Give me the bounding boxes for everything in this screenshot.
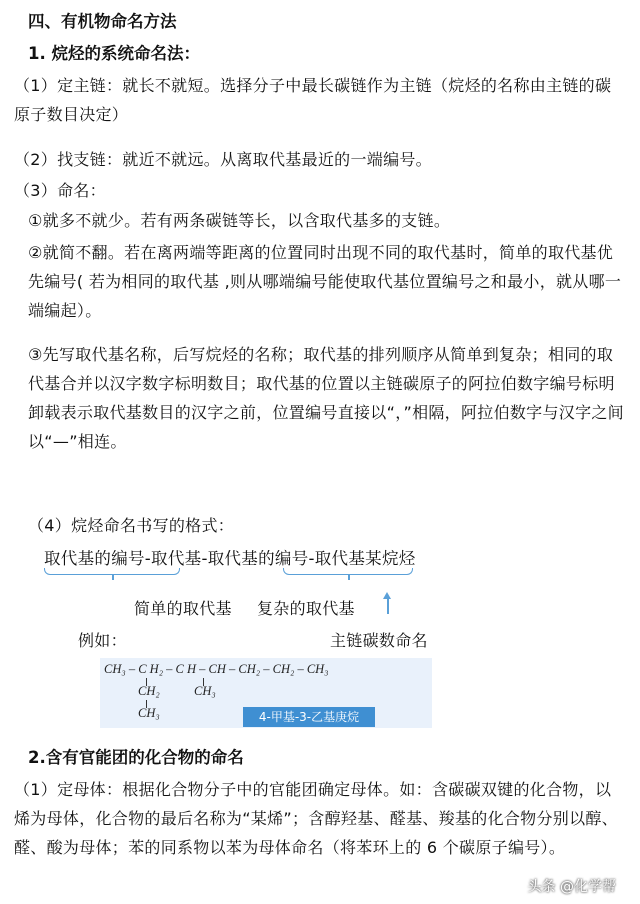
subsection2-title: 2.含有官能团的化合物的命名 [28,748,244,767]
label-example: 例如： [78,631,127,650]
rule-4: （4）烷烃命名书写的格式： [28,516,235,535]
brace-simple [44,568,180,575]
rule-3b: ②就简不翻。若在离两端等距离的位置同时出现不同的取代基时，简单的取代基优先编号( 若为相同的取代基 ,则从哪端编号能使取代基位置编号之和最小，就从哪一端编起）。 [28,243,622,320]
brace-complex [283,568,413,575]
label-main-chain: 主链碳数命名 [330,631,428,650]
section-title: 四、有机物命名方法 [28,12,177,31]
rule-1: （1）定主链：就长不就短。选择分子中最长碳链作为主链（烷烃的名称由主链的碳原子数目决定） [14,76,612,124]
label-simple: 简单的取代基 [134,599,232,618]
rule-3c: ③先写取代基名称，后写烷烃的名称；取代基的排列顺序从简单到复杂；相同的取代基合并以汉字数字标明数目；取代基的位置以主链碳原子的阿拉伯数字编号标明卸载表示取代基数目的汉字之前，位置编号直接以“，”相隔，阿拉伯数字与汉字之间以“—”相连。 [28,345,624,451]
structure-main-chain: CH₃ – C H₂ – C H – CH – CH₂ – CH₂ – CH₃ [104,662,329,676]
rule-3a: ①就多不就少。若有两条碳链等长，以含取代基多的支链。 [28,211,451,230]
structure-branch1b: CH₃ [138,706,160,720]
arrow-main-chain [387,598,389,614]
format-line: 取代基的编号-取代基-取代基的编号-取代基某烷烃 [44,549,416,568]
label-complex: 复杂的取代基 [257,599,355,618]
rule-5: （1）定母体：根据化合物分子中的官能团确定母体。如：含碳碳双键的化合物，以烯为母体，化合物的最后名称为“某烯”；含醇羟基、醛基、羧基的化合物分别以醇、醛、酸为母体；苯的同系物以苯为母体命名（将苯环上的 6 个碳原子编号）。 [14,780,618,857]
rule-3: （3）命名： [14,181,106,200]
rule-2: （2）找支链：就近不就远。从离取代基最近的一端编号。 [14,150,432,169]
structure-branch1: CH₂ [138,684,160,698]
structure-name-label: 4-甲基-3-乙基庚烷 [243,707,375,727]
structure-branch2: CH₃ [194,684,216,698]
subsection1-title: 1. 烷烃的系统命名法： [28,44,200,63]
watermark: 头条 @化学帮 [527,879,616,895]
